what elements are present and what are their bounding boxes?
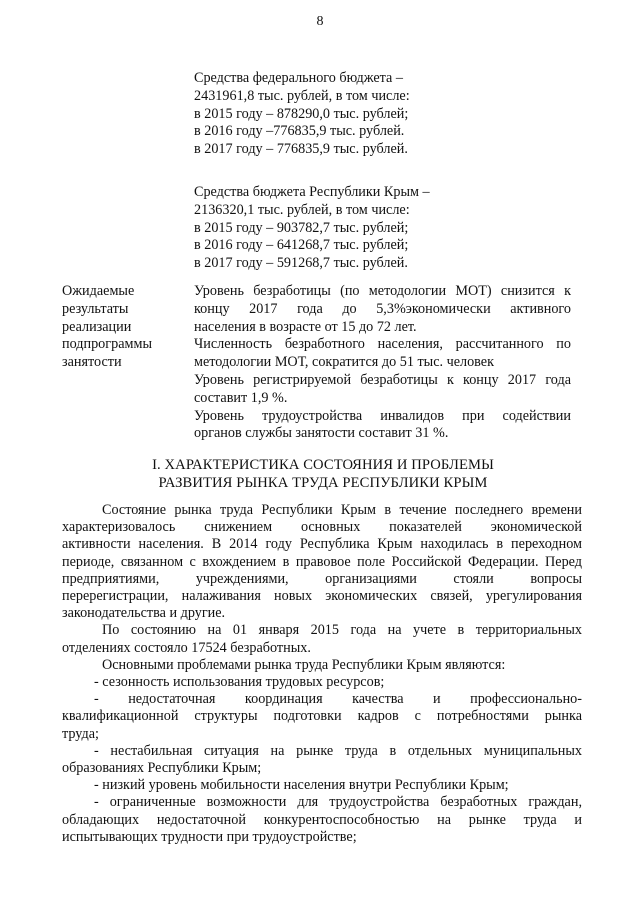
results-line: Уровень регистрируемой безработицы к концу 2017 года — [194, 371, 571, 388]
list-item-cont: обладающих недостаточной конкурентоспособностью на рынке труда и — [62, 811, 582, 828]
body-line: законодательства и другие. — [62, 605, 226, 622]
label-line: занятости — [62, 354, 122, 371]
results-line: Уровень трудоустройства инвалидов при содействии — [194, 407, 571, 424]
list-item-cont: квалификационной структуры подготовки кадров с потребностями рынка — [62, 708, 582, 725]
results-line: органов службы занятости составит 31 %. — [194, 425, 449, 442]
results-line: концу 2017 года до 5,3%экономически активного — [194, 300, 571, 317]
federal-budget-line: 2431961,8 тыс. рублей, в том числе: — [194, 87, 410, 104]
label-line: Ожидаемые — [62, 283, 135, 299]
results-line: составит 1,9 %. — [194, 389, 288, 406]
federal-budget-line: в 2016 году –776835,9 тыс. рублей. — [194, 123, 405, 140]
list-item-cont: труда; — [62, 725, 99, 742]
crimea-budget-line: в 2015 году – 903782,7 тыс. рублей; — [194, 219, 409, 236]
section-title — [62, 456, 584, 492]
body-line: предприятиями, учреждениями, организациями стояли вопросы — [62, 570, 582, 587]
crimea-budget-line: в 2017 году – 591268,7 тыс. рублей. — [194, 255, 408, 272]
results-line: Уровень безработицы (по методологии МОТ) снизится к — [194, 283, 571, 299]
page-number: 8 — [316, 14, 324, 29]
results-line: Численность безработного населения, рассчитанного по — [194, 336, 571, 353]
list-item: - сезонность использования трудовых ресурсов; — [94, 674, 385, 691]
list-item-cont: испытывающих трудности при трудоустройстве; — [62, 828, 357, 845]
body-line: По состоянию на 01 января 2015 года на учете в территориальных — [102, 622, 582, 639]
crimea-budget-line: в 2016 году – 641268,7 тыс. рублей; — [194, 237, 409, 254]
body-line: Состояние рынка труда Республики Крым в течение последнего времени — [102, 502, 582, 518]
federal-budget-block — [194, 70, 574, 159]
expected-results-label — [62, 283, 192, 372]
results-line: методологии МОТ, сократится до 51 тыс. человек — [194, 354, 494, 371]
list-item: - нестабильная ситуация на рынке труда в отдельных муниципальных — [94, 742, 582, 759]
section-title-line: РАЗВИТИЯ РЫНКА ТРУДА РЕСПУБЛИКИ КРЫМ — [158, 475, 488, 491]
results-line: населения в возрасте от 15 до 72 лет. — [194, 318, 417, 335]
section-title-line: I. ХАРАКТЕРИСТИКА СОСТОЯНИЯ И ПРОБЛЕМЫ — [152, 457, 494, 473]
body-line: периоде, связанном с вхождением в правовое поле Российской Федерации. Перед — [62, 553, 582, 570]
federal-budget-line: Средства федерального бюджета – — [194, 70, 403, 86]
label-line: реализации — [62, 318, 132, 335]
list-item: - ограниченные возможности для трудоустройства безработных граждан, — [94, 794, 582, 811]
crimea-budget-block — [194, 184, 574, 273]
body-text — [62, 502, 582, 846]
expected-results-text — [194, 283, 571, 443]
label-line: результаты — [62, 300, 129, 317]
body-line: активности населения. В 2014 году Республика Крым находилась в переходном — [62, 536, 582, 553]
list-item: - низкий уровень мобильности населения внутри Республики Крым; — [94, 777, 509, 794]
list-item-cont: образованиях Республики Крым; — [62, 760, 262, 777]
label-line: подпрограммы — [62, 336, 152, 353]
federal-budget-line: в 2017 году – 776835,9 тыс. рублей. — [194, 141, 408, 158]
list-item: - недостаточная координация качества и профессионально- — [94, 691, 582, 708]
crimea-budget-line: Средства бюджета Республики Крым – — [194, 184, 430, 200]
body-line: отделениях состояло 17524 безработных. — [62, 639, 311, 656]
body-line: Основными проблемами рынка труда Республики Крым являются: — [102, 656, 506, 673]
crimea-budget-line: 2136320,1 тыс. рублей, в том числе: — [194, 201, 410, 218]
body-line: характеризовалось снижением основных показателей экономической — [62, 519, 582, 536]
body-line: перерегистрации, налаживания новых экономических связей, урегулирования — [62, 588, 582, 605]
federal-budget-line: в 2015 году – 878290,0 тыс. рублей; — [194, 105, 409, 122]
